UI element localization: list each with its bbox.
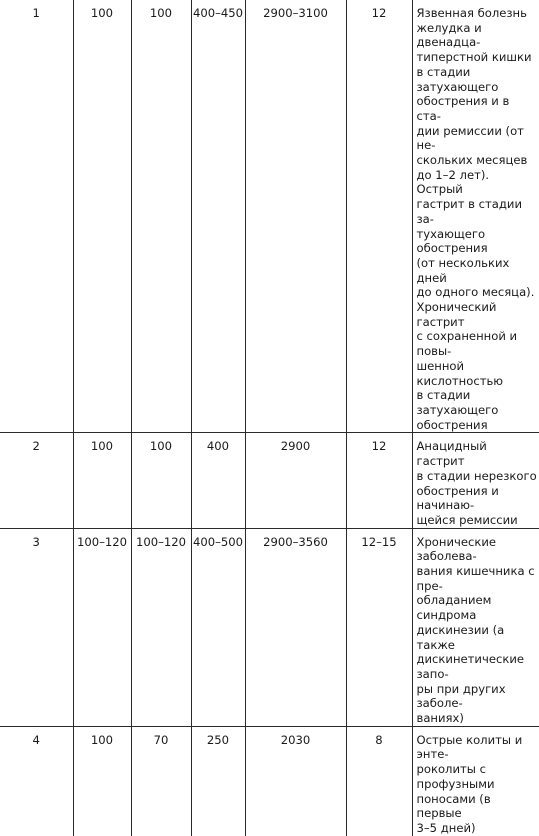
diet-number-cell: 4 bbox=[0, 726, 73, 835]
protein-cell: 100 bbox=[73, 433, 131, 528]
diet-number-cell: 1 bbox=[0, 0, 73, 433]
indication-cell: Язвенная болезнь желудка и двенадца- типерстной кишки в стадии затухающего обострения и в ста- дии ремиссии (от не- скольких месяцев до 1–2 лет). Острый гастрит в стадии за- тухающего обострения (от нескольких дней до одного месяца). Хронический гастрит с сохраненной и повы- шенной кислотностью в стадии затухающего обострения bbox=[412, 0, 539, 433]
indication-cell: Хронические заболева- вания кишечника с пре- обладанием синдрома дискинезии (а также дискинетические запо- ры при других заболе- ваниях) bbox=[412, 528, 539, 726]
table-row bbox=[0, 726, 539, 835]
calorie-cell: 2030 bbox=[245, 726, 346, 835]
carbohydrate-cell: 250 bbox=[191, 726, 245, 835]
protein-cell: 100 bbox=[73, 0, 131, 433]
salt-cell: 12–15 bbox=[346, 528, 412, 726]
salt-cell: 12 bbox=[346, 433, 412, 528]
protein-cell: 100 bbox=[73, 726, 131, 835]
carbohydrate-cell: 400–500 bbox=[191, 528, 245, 726]
calorie-cell: 2900–3100 bbox=[245, 0, 346, 433]
carbohydrate-cell: 400 bbox=[191, 433, 245, 528]
salt-cell: 8 bbox=[346, 726, 412, 835]
calorie-cell: 2900–3560 bbox=[245, 528, 346, 726]
diet-number-cell: 3 bbox=[0, 528, 73, 726]
diet-number-cell: 2 bbox=[0, 433, 73, 528]
indication-cell: Анацидный гастрит в стадии нерезкого обострения и начинаю- щейся ремиссии bbox=[412, 433, 539, 528]
fat-cell: 100 bbox=[131, 433, 191, 528]
indication-cell: Острые колиты и энте- роколиты с профузными поносами (в первые 3–5 дней) bbox=[412, 726, 539, 835]
table-row bbox=[0, 528, 539, 726]
fat-cell: 100 bbox=[131, 0, 191, 433]
fat-cell: 100–120 bbox=[131, 528, 191, 726]
carbohydrate-cell: 400–450 bbox=[191, 0, 245, 433]
fat-cell: 70 bbox=[131, 726, 191, 835]
calorie-cell: 2900 bbox=[245, 433, 346, 528]
salt-cell: 12 bbox=[346, 0, 412, 433]
table-row bbox=[0, 433, 539, 528]
protein-cell: 100–120 bbox=[73, 528, 131, 726]
